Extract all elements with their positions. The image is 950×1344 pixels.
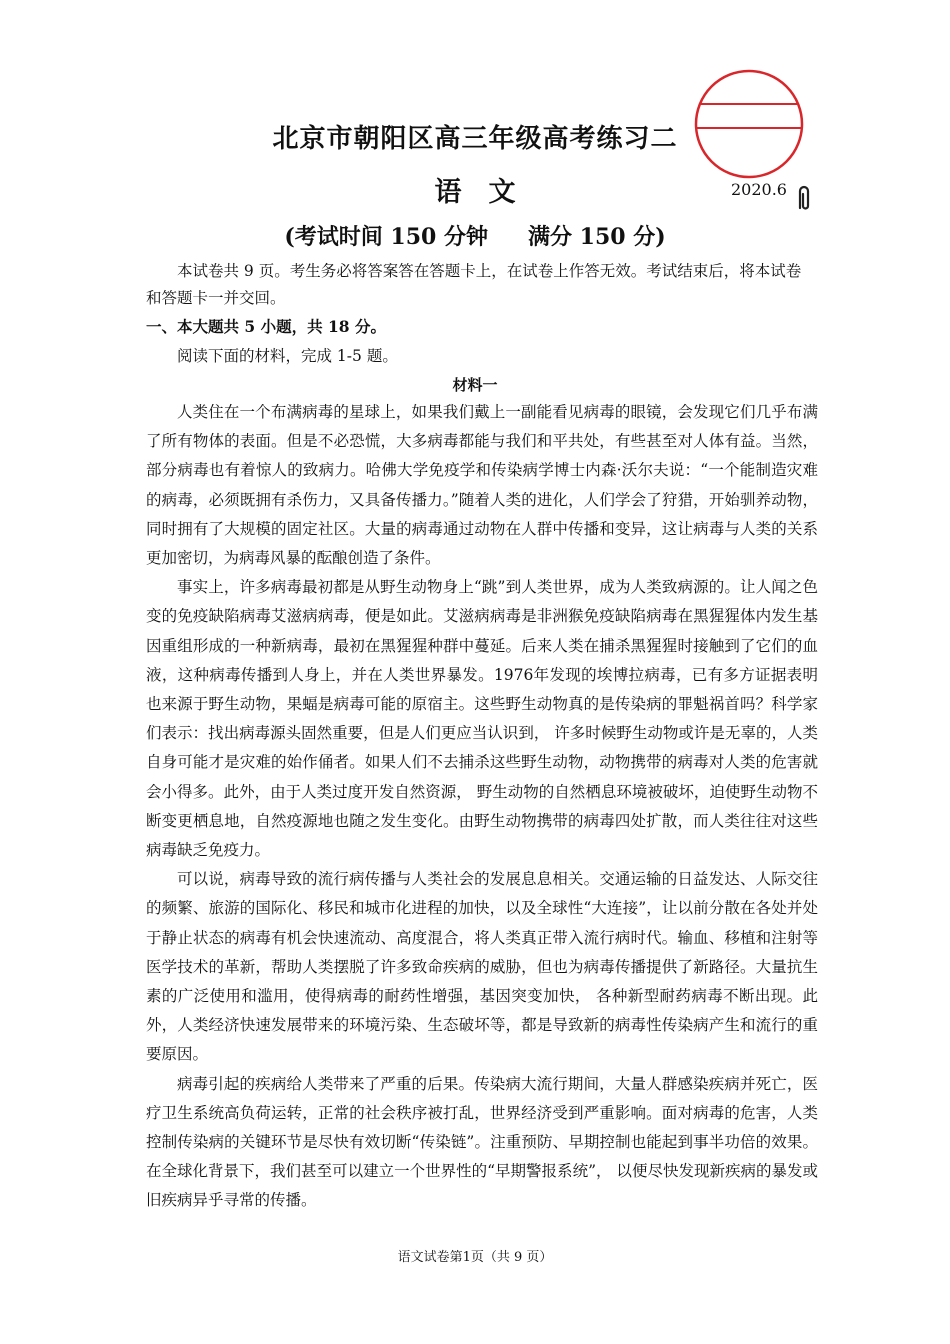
exam-score: 满分 150 分) — [528, 224, 666, 250]
material-paragraph: 病毒引起的疾病给人类带来了严重的后果。传染病大流行期间，大量人群感染疾病并死亡，医疗卫生系统高负荷运转，正常的社会秩序被打乱，世界经济受到严重影响。面对病毒的危害，人类控制传染病的关键环节是尽快有效切断“传染链”。注重预防、早期控制也能起到事半功倍的效果。在全球化背景下，我们甚至可以建立一个世界性的“早期警报系统”， 以便尽快发现新疾病的暴发或旧疾病异乎寻常的传播。 — [146, 1074, 818, 1210]
exam-title: 北京市朝阳区高三年级高考练习二 — [272, 124, 678, 154]
exam-meta — [0, 220, 950, 251]
exam-date: 2020.6 — [731, 180, 787, 199]
section-heading: 一、本大题共 5 小题，共 18 分。 — [146, 317, 386, 336]
page-footer: 语文试卷第1页（共 9 页） — [397, 1250, 553, 1265]
section-instruction: 阅读下面的材料，完成 1-5 题。 — [177, 347, 398, 365]
paperclip-icon — [795, 184, 813, 212]
exam-instructions: 本试卷共 9 页。考生务必将答案答在答题卡上，在试卷上作答无效。考试结束后，将本试卷和答题卡一并交回。 — [146, 262, 802, 307]
exam-duration: (考试时间 150 分钟 — [284, 224, 488, 250]
subject-title: 语 文 — [434, 177, 516, 208]
material-body — [146, 398, 818, 1216]
material-title: 材料一 — [452, 376, 498, 394]
material-paragraph: 可以说，病毒导致的流行病传播与人类社会的发展息息相关。交通运输的日益发达、人际交往的频繁、旅游的国际化、移民和城市化进程的加快，以及全球性“大连接”，让以前分散在各处并处于静止状态的病毒有机会快速流动、高度混合，将人类真正带入流行病时代。输血、移植和注射等医学技术的革新，帮助人类摆脱了许多致命疾病的威胁，但也为病毒传播提供了新路径。大量抗生素的广泛使用和滥用，使得病毒的耐药性增强，基因突变加快， 各种新型耐药病毒不断出现。此外，人类经济快速发展带来的环境污染、生态破坏等，都是导致新的病毒性传染病产生和流行的重要原因。 — [146, 870, 818, 1064]
material-paragraph: 事实上，许多病毒最初都是从野生动物身上“跳”到人类世界，成为人类致病源的。让人闻之色变的免疫缺陷病毒艾滋病病毒，便是如此。艾滋病病毒是非洲猴免疫缺陷病毒在黑猩猩体内发生基因重组形成的一种新病毒，最初在黑猩猩种群中蔓延。后来人类在捕杀黑猩猩时接触到了它们的血液，这种病毒传播到人身上，并在人类世界暴发。1976年发现的埃博拉病毒，已有多方证据表明也来源于野生动物，果蝠是病毒可能的原宿主。这些野生动物真的是传染病的罪魁祸首吗？科学家们表示：找出病毒源头固然重要，但是人们更应当认识到， 许多时候野生动物或许是无辜的，人类自身可能才是灾难的始作俑者。如果人们不去捕杀这些野生动物，动物携带的病毒对人类的危害就会小得多。此外，由于人类过度开发自然资源， 野生动物的自然栖息环境被破坏，迫使野生动物不断变更栖息地，自然疫源地也随之发生变化。由野生动物携带的病毒四处扩散，而人类往往对这些病毒缺乏免疫力。 — [146, 578, 818, 860]
material-paragraph: 人类住在一个布满病毒的星球上，如果我们戴上一副能看见病毒的眼镜，会发现它们几乎布满了所有物体的表面。但是不必恐慌，大多病毒都能与我们和平共处，有些甚至对人体有益。当然，部分病毒也有着惊人的致病力。哈佛大学免疫学和传染病学博士内森·沃尔夫说：“一个能制造灾难的病毒，必须既拥有杀伤力，又具备传播力。”随着人类的进化，人们学会了狩猎，开始驯养动物，同时拥有了大规模的固定社区。大量的病毒通过动物在人群中传播和变异，这让病毒与人类的关系更加密切，为病毒风暴的酝酿创造了条件。 — [146, 403, 818, 568]
